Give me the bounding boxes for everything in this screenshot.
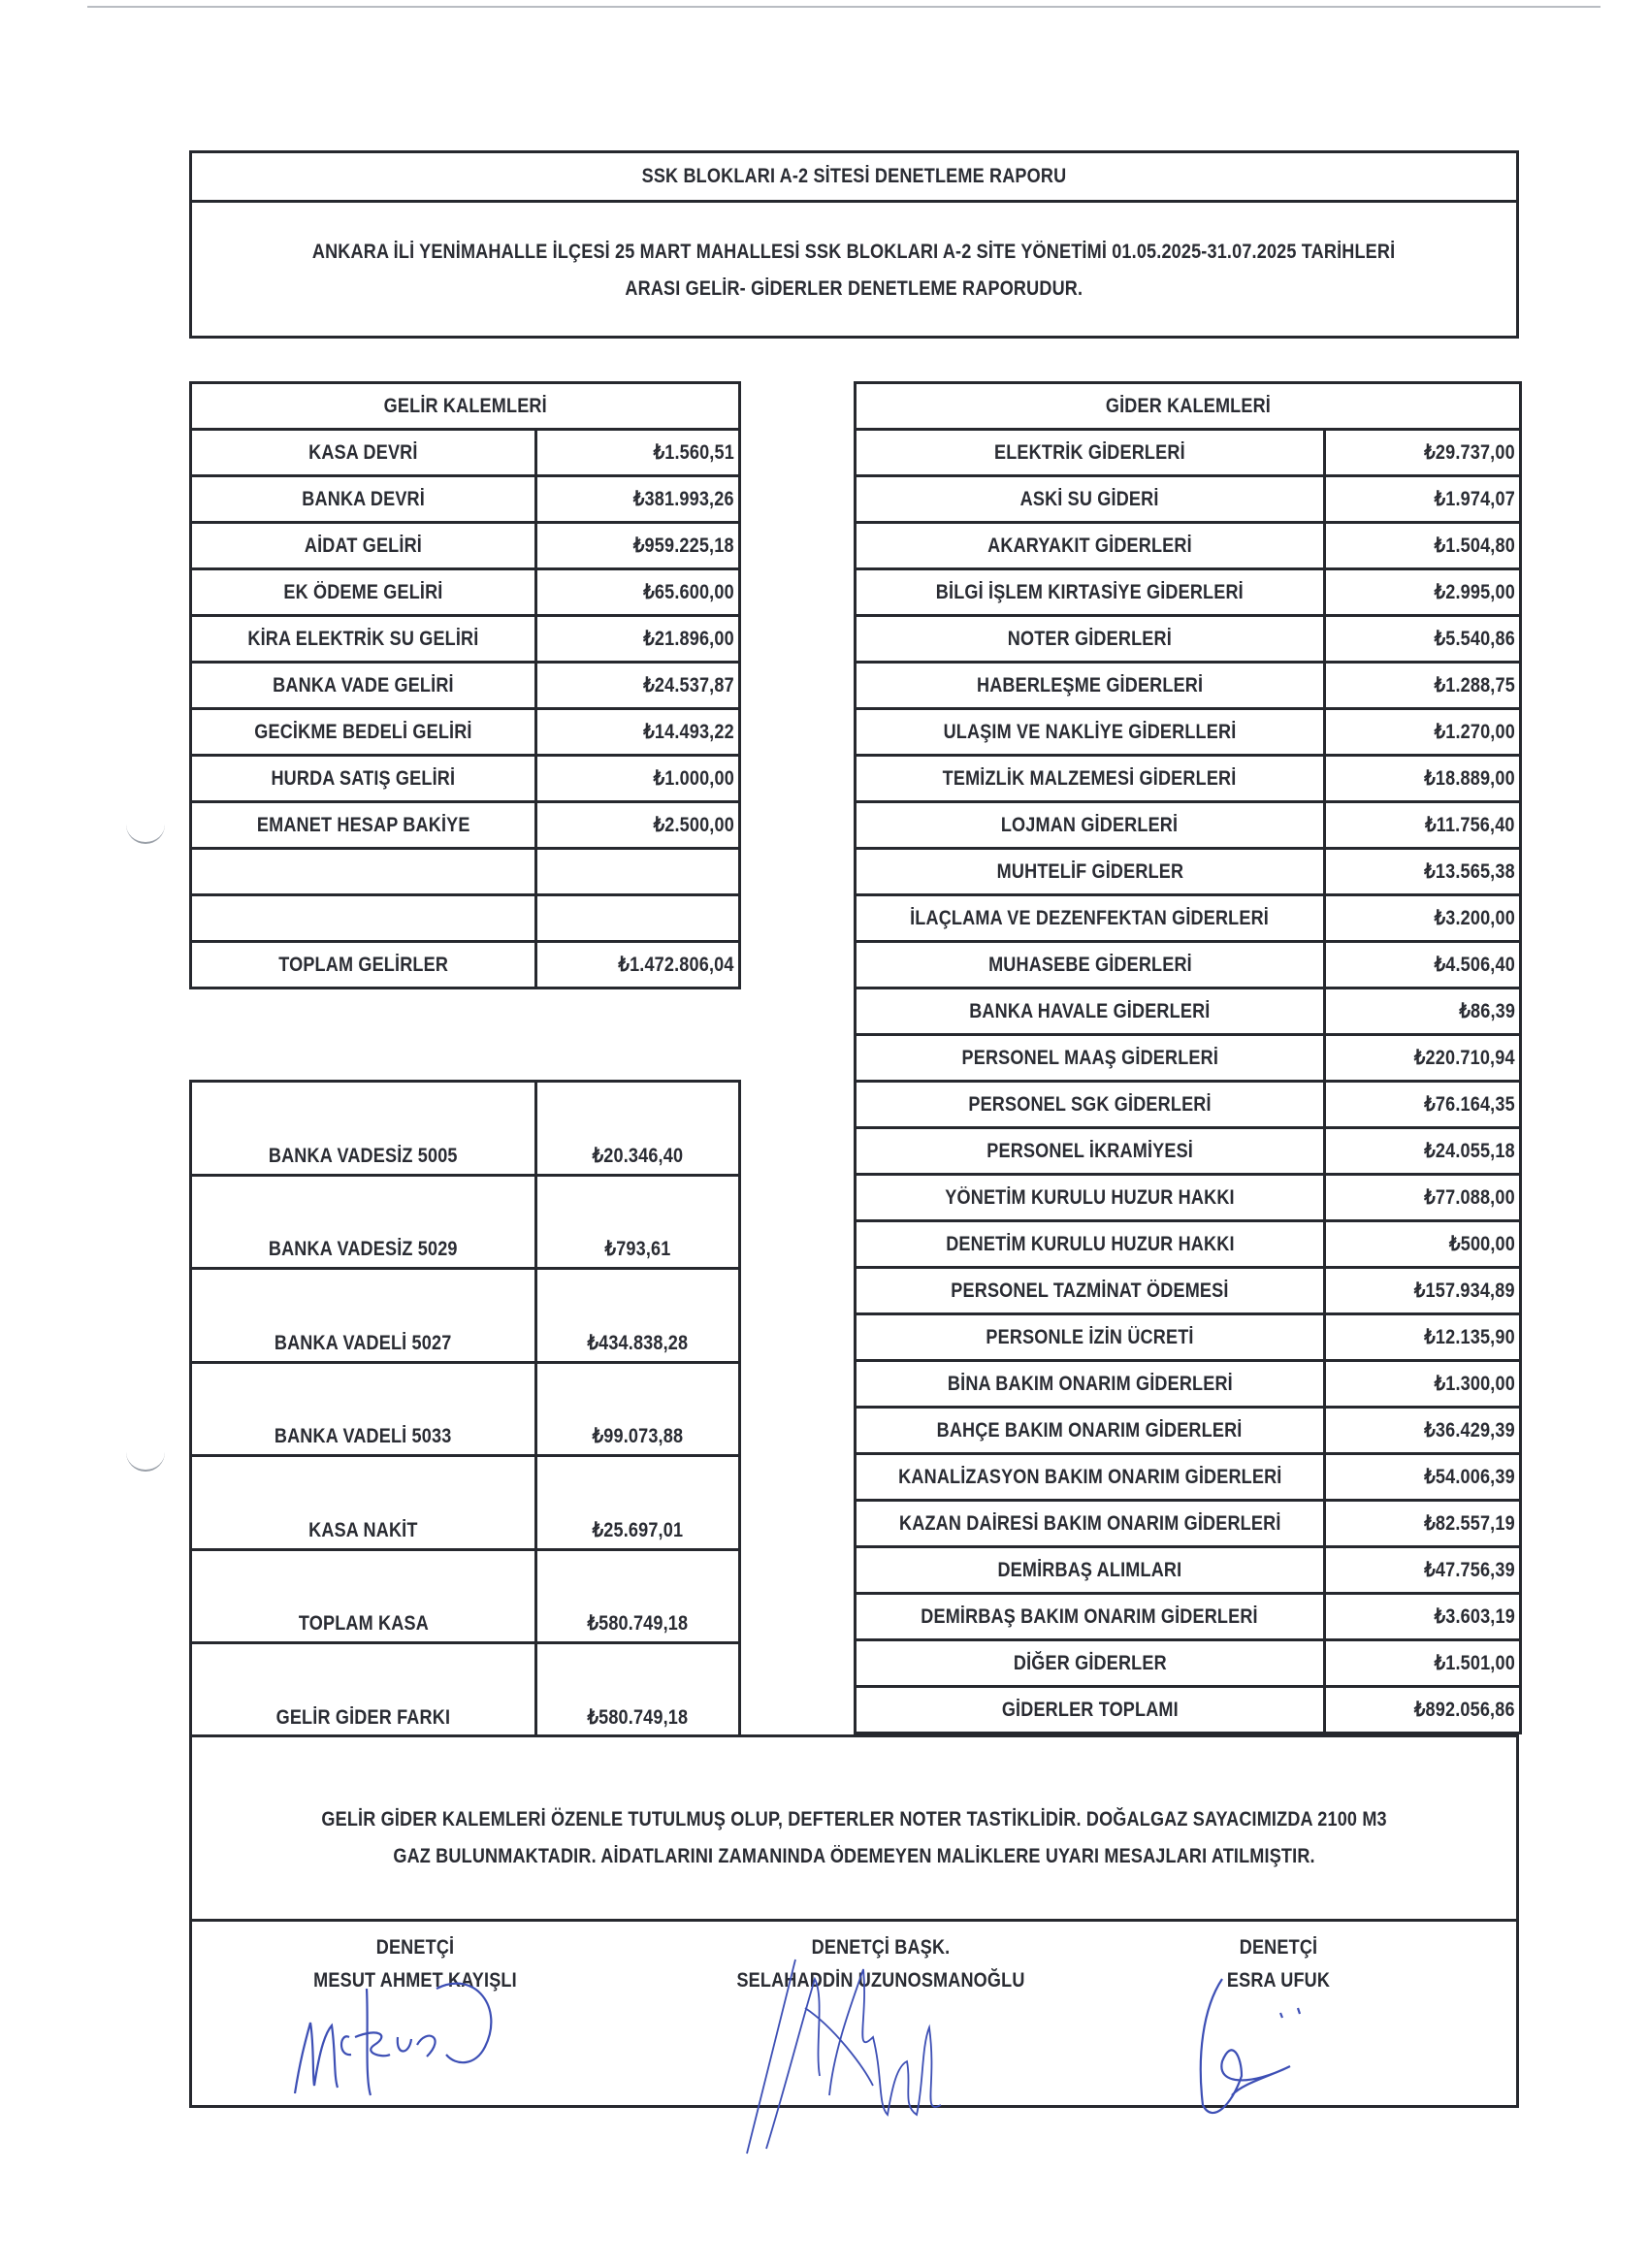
- income-row: [191, 895, 740, 942]
- item-label: BANKA VADE GELİRİ: [273, 673, 454, 697]
- item-label-cell: [856, 523, 1325, 569]
- expense-row: [856, 663, 1521, 709]
- item-amount: ₺1.000,00: [653, 767, 734, 790]
- total-label-cell: [856, 1687, 1325, 1733]
- item-label-cell: [191, 523, 536, 569]
- signatory-role: DENETÇİ: [1239, 1936, 1318, 1959]
- item-label-cell: [191, 1456, 536, 1550]
- audit-note-line-1: GELİR GİDER KALEMLERİ ÖZENLE TUTULMUŞ OLUP, DEFTERLER NOTER TASTİKLİDİR. DOĞALGAZ SAYACIMIZDA 2100 M3: [321, 1807, 1387, 1831]
- item-amount: ₺434.838,28: [587, 1331, 689, 1354]
- income-row: [191, 430, 740, 476]
- item-amount-cell: [536, 756, 740, 802]
- item-label-cell: [191, 1362, 536, 1456]
- item-label: BANKA VADESİZ 5005: [269, 1144, 458, 1167]
- item-amount-cell: [1325, 1501, 1521, 1547]
- item-amount: ₺47.756,39: [1424, 1559, 1515, 1581]
- item-label: PERSONEL MAAŞ GİDERLERİ: [961, 1046, 1218, 1069]
- item-amount: ₺4.506,40: [1434, 954, 1515, 976]
- item-amount: ₺86,39: [1459, 1000, 1515, 1022]
- item-amount-cell: [536, 1362, 740, 1456]
- item-label: KANALİZASYON BAKIM ONARIM GİDERLERİ: [897, 1465, 1282, 1488]
- item-amount-cell: [1325, 1128, 1521, 1175]
- item-label-cell: [191, 663, 536, 709]
- item-amount: ₺99.073,88: [592, 1425, 684, 1447]
- item-label: EK ÖDEME GELİRİ: [283, 580, 443, 603]
- item-amount: ₺18.889,00: [1424, 767, 1515, 790]
- expense-row: [856, 1035, 1521, 1082]
- notes-and-signatures: [189, 1734, 1519, 2108]
- income-header: GELİR KALEMLERİ: [383, 394, 547, 417]
- item-label: KAZAN DAİRESİ BAKIM ONARIM GİDERLERİ: [898, 1511, 1281, 1535]
- item-label: DENETİM KURULU HUZUR HAKKI: [945, 1232, 1235, 1255]
- item-amount-cell: [1325, 1221, 1521, 1268]
- item-amount-cell: [536, 802, 740, 849]
- item-label-cell: [191, 476, 536, 523]
- scan-edge-line: [87, 6, 1600, 8]
- signatory-role: DENETÇİ: [375, 1936, 455, 1959]
- income-table: [189, 381, 741, 989]
- total-label-cell: [191, 942, 536, 988]
- item-label: ASKİ SU GİDERİ: [1020, 487, 1159, 510]
- item-label: TOPLAM KASA: [298, 1612, 429, 1635]
- cash-balance-row: [191, 1456, 740, 1550]
- item-amount-cell: [1325, 430, 1521, 476]
- expense-total-row: [856, 1687, 1521, 1733]
- income-row: [191, 849, 740, 895]
- item-amount: ₺959.225,18: [633, 535, 734, 557]
- report-header: [189, 150, 1519, 339]
- punch-hole-mark: [126, 1450, 165, 1472]
- item-label: TEMİZLİK MALZEMESİ GİDERLERİ: [943, 766, 1237, 790]
- income-row: [191, 756, 740, 802]
- expense-row: [856, 523, 1521, 569]
- expense-row: [856, 1640, 1521, 1687]
- item-amount: ₺76.164,35: [1424, 1093, 1515, 1116]
- income-row: [191, 802, 740, 849]
- income-row: [191, 616, 740, 663]
- item-amount: ₺77.088,00: [1424, 1186, 1515, 1209]
- item-label: PERSONLE İZİN ÜCRETİ: [986, 1325, 1194, 1348]
- item-label-cell: [856, 1501, 1325, 1547]
- item-label-cell: [191, 1643, 536, 1737]
- item-label: AİDAT GELİRİ: [304, 534, 423, 557]
- item-amount-cell: [536, 849, 740, 895]
- expense-header-row: [856, 383, 1521, 430]
- item-label-cell: [856, 942, 1325, 988]
- item-amount-cell: [1325, 1314, 1521, 1361]
- report-title: SSK BLOKLARI A-2 SİTESİ DENETLEME RAPORU: [641, 165, 1067, 187]
- item-amount: ₺793,61: [604, 1238, 671, 1260]
- item-label-cell: [191, 1082, 536, 1176]
- expense-row: [856, 1175, 1521, 1221]
- item-label: NOTER GİDERLERİ: [1007, 627, 1173, 650]
- item-label: PERSONEL İKRAMİYESİ: [986, 1139, 1193, 1162]
- item-label: HABERLEŞME GİDERLERİ: [976, 673, 1204, 697]
- item-label: BANKA VADELİ 5033: [275, 1425, 452, 1447]
- total-amount: ₺892.056,86: [1414, 1699, 1515, 1721]
- item-label-cell: [856, 849, 1325, 895]
- item-amount-cell: [1325, 709, 1521, 756]
- item-amount: ₺500,00: [1449, 1233, 1515, 1255]
- item-label-cell: [191, 1549, 536, 1643]
- item-amount: ₺82.557,19: [1424, 1512, 1515, 1535]
- item-amount-cell: [1325, 895, 1521, 942]
- item-label-cell: [856, 1268, 1325, 1314]
- item-amount: ₺11.756,40: [1425, 814, 1515, 836]
- expense-row: [856, 1594, 1521, 1640]
- item-label: MUHTELİF GİDERLER: [996, 859, 1183, 883]
- item-amount: ₺1.504,80: [1434, 535, 1515, 557]
- item-label: MUHASEBE GİDERLERİ: [987, 953, 1192, 976]
- expense-row: [856, 1361, 1521, 1408]
- expense-row: [856, 756, 1521, 802]
- signatory-1: [270, 1931, 561, 1997]
- item-amount: ₺1.288,75: [1434, 674, 1515, 697]
- report-subtitle-line-1: ANKARA İLİ YENİMAHALLE İLÇESİ 25 MART MAHALLESİ SSK BLOKLARI A-2 SİTE YÖNETİMİ 01.05.2025-31.07.2025 TARİHLERİ: [312, 241, 1396, 263]
- item-label-cell: [856, 1035, 1325, 1082]
- item-label-cell: [856, 1082, 1325, 1128]
- item-label-cell: [856, 756, 1325, 802]
- audit-note: [192, 1737, 1516, 1922]
- item-amount: ₺1.560,51: [653, 441, 734, 464]
- item-label-cell: [191, 1269, 536, 1363]
- income-row: [191, 569, 740, 616]
- item-amount-cell: [1325, 802, 1521, 849]
- expense-row: [856, 616, 1521, 663]
- item-label: AKARYAKIT GİDERLERİ: [987, 534, 1192, 557]
- item-label: EMANET HESAP BAKİYE: [256, 813, 470, 836]
- item-amount-cell: [1325, 756, 1521, 802]
- item-amount-cell: [1325, 523, 1521, 569]
- item-label-cell: [191, 756, 536, 802]
- signatory-name: MESUT AHMET KAYIŞLI: [313, 1969, 517, 1992]
- signatory-name: ESRA UFUK: [1226, 1969, 1331, 1992]
- punch-hole-mark: [126, 823, 165, 844]
- audit-note-line-2: GAZ BULUNMAKTADIR. AİDATLARINI ZAMANINDA ÖDEMEYEN MALİKLERE UYARI MESAJLARI ATILMIŞTIR.: [393, 1844, 1315, 1867]
- item-label: BİLGİ İŞLEM KIRTASİYE GİDERLERİ: [935, 580, 1245, 603]
- item-amount: ₺54.006,39: [1424, 1466, 1515, 1488]
- report-subtitle-line-2: ARASI GELİR- GİDERLER DENETLEME RAPORUDUR.: [625, 277, 1083, 300]
- item-amount: ₺1.300,00: [1434, 1373, 1515, 1395]
- item-amount-cell: [1325, 1640, 1521, 1687]
- item-amount-cell: [1325, 1454, 1521, 1501]
- item-label: DİĞER GİDERLER: [1013, 1651, 1167, 1674]
- item-label-cell: [856, 709, 1325, 756]
- item-label: LOJMAN GİDERLERİ: [1001, 813, 1179, 836]
- item-label-cell: [856, 616, 1325, 663]
- item-amount-cell: [536, 1549, 740, 1643]
- expense-table: [854, 381, 1522, 1734]
- item-amount-cell: [1325, 942, 1521, 988]
- total-amount-cell: [536, 942, 740, 988]
- item-amount: ₺20.346,40: [592, 1144, 684, 1167]
- item-label: KİRA ELEKTRİK SU GELİRİ: [247, 627, 479, 650]
- item-amount: ₺157.934,89: [1414, 1280, 1515, 1302]
- expense-row: [856, 942, 1521, 988]
- item-amount-cell: [536, 1456, 740, 1550]
- item-label: DEMİRBAŞ ALIMLARI: [997, 1558, 1182, 1581]
- item-label: ELEKTRİK GİDERLERİ: [994, 440, 1185, 464]
- item-amount-cell: [1325, 1035, 1521, 1082]
- cash-balance-row: [191, 1643, 740, 1737]
- item-label: BAHÇE BAKIM ONARIM GİDERLERİ: [937, 1418, 1243, 1442]
- income-row: [191, 523, 740, 569]
- signatory-2: [706, 1931, 1055, 1997]
- item-amount-cell: [536, 616, 740, 663]
- item-label: GELİR GİDER FARKI: [275, 1705, 451, 1729]
- total-amount: ₺1.472.806,04: [618, 954, 734, 976]
- item-label-cell: [856, 1128, 1325, 1175]
- item-amount-cell: [536, 663, 740, 709]
- item-label-cell: [856, 988, 1325, 1035]
- item-label-cell: [191, 849, 536, 895]
- total-label: TOPLAM GELİRLER: [278, 953, 448, 976]
- item-label-cell: [856, 1175, 1325, 1221]
- cash-balance-row: [191, 1269, 740, 1363]
- item-label: ULAŞIM VE NAKLİYE GİDERLLERİ: [943, 720, 1237, 743]
- expense-row: [856, 1314, 1521, 1361]
- cash-balance-row: [191, 1082, 740, 1176]
- item-amount: ₺580.749,18: [587, 1612, 689, 1635]
- expense-row: [856, 476, 1521, 523]
- item-label-cell: [856, 430, 1325, 476]
- item-label: BANKA DEVRİ: [302, 487, 425, 510]
- income-header-row: [191, 383, 740, 430]
- expense-row: [856, 895, 1521, 942]
- item-amount: ₺580.749,18: [587, 1705, 689, 1729]
- item-amount: ₺14.493,22: [643, 721, 734, 743]
- item-label: HURDA SATIŞ GELİRİ: [271, 766, 456, 790]
- item-label-cell: [856, 1594, 1325, 1640]
- expense-row: [856, 1547, 1521, 1594]
- item-amount-cell: [1325, 1175, 1521, 1221]
- item-amount: ₺5.540,86: [1434, 628, 1515, 650]
- item-amount-cell: [1325, 988, 1521, 1035]
- total-amount-cell: [1325, 1687, 1521, 1733]
- cash-balance-row: [191, 1362, 740, 1456]
- expense-row: [856, 709, 1521, 756]
- item-amount: ₺36.429,39: [1424, 1419, 1515, 1442]
- item-label: PERSONEL TAZMİNAT ÖDEMESİ: [951, 1279, 1229, 1302]
- expense-row: [856, 1268, 1521, 1314]
- item-label-cell: [856, 1408, 1325, 1454]
- item-label-cell: [856, 1454, 1325, 1501]
- item-amount: ₺220.710,94: [1414, 1047, 1515, 1069]
- item-amount: ₺1.974,07: [1434, 488, 1515, 510]
- item-amount-cell: [536, 709, 740, 756]
- item-label-cell: [856, 1547, 1325, 1594]
- income-row: [191, 476, 740, 523]
- item-amount-cell: [1325, 616, 1521, 663]
- item-amount-cell: [1325, 1361, 1521, 1408]
- item-amount-cell: [536, 1269, 740, 1363]
- item-label: BİNA BAKIM ONARIM GİDERLERİ: [947, 1372, 1233, 1395]
- item-amount: ₺2.995,00: [1434, 581, 1515, 603]
- income-row: [191, 709, 740, 756]
- expense-row: [856, 1221, 1521, 1268]
- item-amount: ₺3.200,00: [1434, 907, 1515, 929]
- expense-row: [856, 1501, 1521, 1547]
- item-amount-cell: [536, 895, 740, 942]
- item-amount-cell: [536, 523, 740, 569]
- total-label: GİDERLER TOPLAMI: [1001, 1698, 1179, 1721]
- item-label-cell: [191, 895, 536, 942]
- item-label: PERSONEL SGK GİDERLERİ: [968, 1092, 1212, 1116]
- item-label-cell: [856, 1640, 1325, 1687]
- cash-balance-row: [191, 1175, 740, 1269]
- item-label-cell: [191, 430, 536, 476]
- item-amount: ₺1.270,00: [1434, 721, 1515, 743]
- item-label: İLAÇLAMA VE DEZENFEKTAN GİDERLERİ: [910, 906, 1270, 929]
- expense-row: [856, 802, 1521, 849]
- item-label-cell: [856, 569, 1325, 616]
- expense-row: [856, 430, 1521, 476]
- item-label-cell: [191, 569, 536, 616]
- item-label-cell: [191, 1175, 536, 1269]
- item-label-cell: [856, 802, 1325, 849]
- item-amount-cell: [536, 1175, 740, 1269]
- item-label-cell: [191, 802, 536, 849]
- item-amount: ₺25.697,01: [592, 1518, 684, 1541]
- item-amount: ₺2.500,00: [653, 814, 734, 836]
- income-row: [191, 663, 740, 709]
- item-amount-cell: [1325, 849, 1521, 895]
- signatory-role: DENETÇİ BAŞK.: [811, 1936, 951, 1959]
- expense-row: [856, 1082, 1521, 1128]
- expense-row: [856, 988, 1521, 1035]
- item-amount: ₺21.896,00: [643, 628, 734, 650]
- signatory-name: SELAHADDİN UZUNOSMANOĞLU: [736, 1969, 1025, 1992]
- item-amount-cell: [536, 1082, 740, 1176]
- item-label-cell: [856, 663, 1325, 709]
- item-label-cell: [856, 476, 1325, 523]
- item-label: BANKA VADESİZ 5029: [269, 1238, 458, 1260]
- item-label: KASA DEVRİ: [308, 440, 418, 464]
- signatory-3: [1181, 1931, 1375, 1997]
- item-amount-cell: [1325, 1408, 1521, 1454]
- item-label: YÖNETİM KURULU HUZUR HAKKI: [945, 1185, 1235, 1209]
- item-amount: ₺24.055,18: [1424, 1140, 1515, 1162]
- item-amount-cell: [536, 1643, 740, 1737]
- item-amount: ₺381.993,26: [633, 488, 734, 510]
- income-total-row: [191, 942, 740, 988]
- cash-balance-row: [191, 1549, 740, 1643]
- item-label-cell: [191, 709, 536, 756]
- item-amount-cell: [1325, 476, 1521, 523]
- item-label: BANKA VADELİ 5027: [275, 1331, 452, 1354]
- item-amount-cell: [536, 569, 740, 616]
- item-label-cell: [856, 895, 1325, 942]
- item-amount: ₺13.565,38: [1424, 860, 1515, 883]
- item-label-cell: [191, 616, 536, 663]
- item-amount: ₺12.135,90: [1424, 1326, 1515, 1348]
- item-amount-cell: [1325, 1268, 1521, 1314]
- item-label: GECİKME BEDELİ GELİRİ: [254, 720, 472, 743]
- item-amount: ₺24.537,87: [643, 674, 734, 697]
- item-amount-cell: [1325, 1594, 1521, 1640]
- item-amount-cell: [536, 476, 740, 523]
- item-label: KASA NAKİT: [308, 1518, 418, 1541]
- item-label-cell: [856, 1361, 1325, 1408]
- cash-balance-table: [189, 1080, 741, 1738]
- item-amount-cell: [1325, 663, 1521, 709]
- expense-row: [856, 1128, 1521, 1175]
- item-label: DEMİRBAŞ BAKIM ONARIM GİDERLERİ: [921, 1604, 1259, 1628]
- expense-header: GİDER KALEMLERİ: [1105, 394, 1271, 417]
- item-amount: ₺29.737,00: [1424, 441, 1515, 464]
- expense-row: [856, 1454, 1521, 1501]
- item-amount: ₺3.603,19: [1434, 1605, 1515, 1628]
- item-amount: ₺1.501,00: [1434, 1652, 1515, 1674]
- item-amount-cell: [1325, 1082, 1521, 1128]
- expense-row: [856, 1408, 1521, 1454]
- item-amount-cell: [1325, 569, 1521, 616]
- item-label-cell: [856, 1221, 1325, 1268]
- expense-row: [856, 569, 1521, 616]
- item-amount-cell: [1325, 1547, 1521, 1594]
- item-amount: ₺65.600,00: [643, 581, 734, 603]
- item-amount-cell: [536, 430, 740, 476]
- expense-row: [856, 849, 1521, 895]
- item-label: BANKA HAVALE GİDERLERİ: [969, 999, 1211, 1022]
- item-label-cell: [856, 1314, 1325, 1361]
